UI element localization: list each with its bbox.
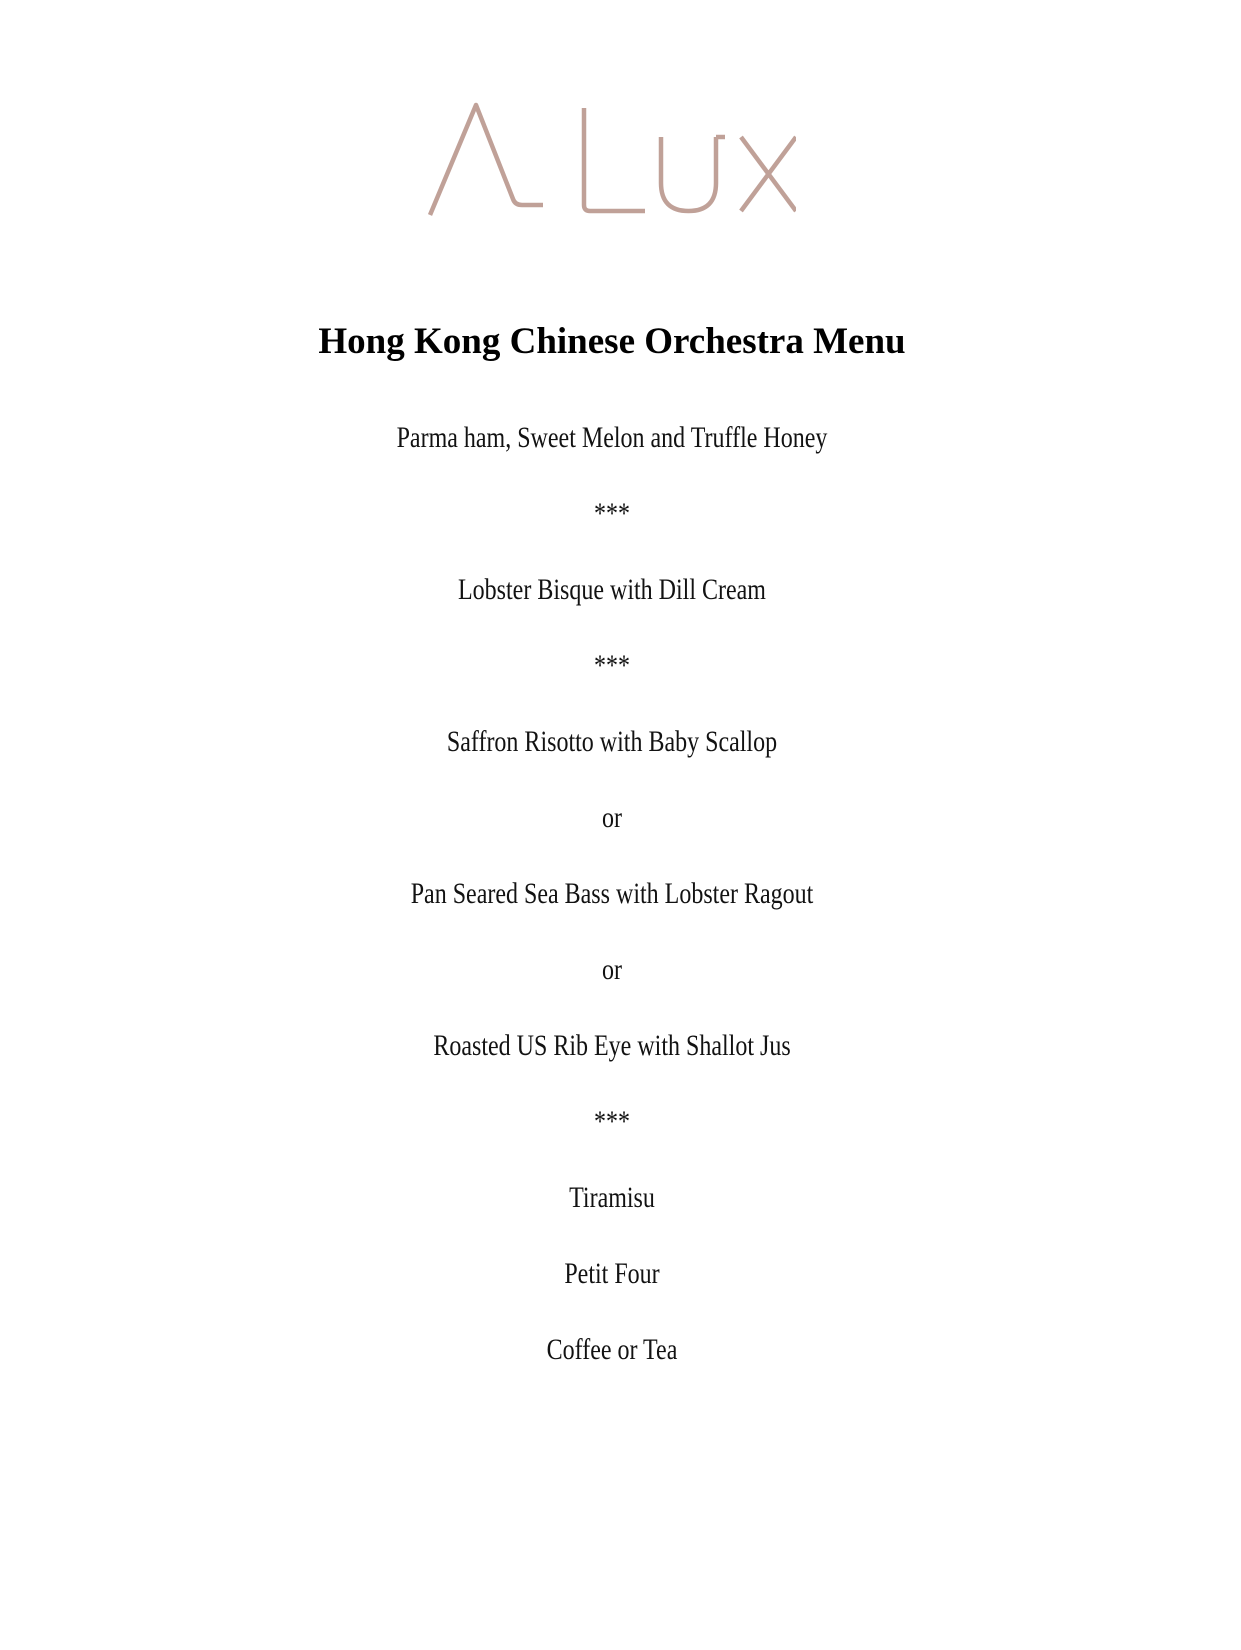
menu-list xyxy=(0,400,1224,1388)
menu-item: Pan Seared Sea Bass with Lobster Ragout xyxy=(410,877,814,910)
course-separator: *** xyxy=(594,1105,630,1138)
course-separator: *** xyxy=(594,649,630,682)
menu-item: Lobster Bisque with Dill Cream xyxy=(458,573,766,606)
menu-item: Roasted US Rib Eye with Shallot Jus xyxy=(433,1029,791,1062)
a-lux-logo-strokes xyxy=(430,105,796,215)
menu-item: Parma ham, Sweet Melon and Truffle Honey xyxy=(396,421,828,454)
or-divider: or xyxy=(602,801,622,834)
menu-item: Coffee or Tea xyxy=(546,1333,678,1366)
menu-item: Saffron Risotto with Baby Scallop xyxy=(446,725,778,758)
course-separator: *** xyxy=(594,497,630,530)
menu-item: Tiramisu xyxy=(569,1181,655,1214)
logo-text xyxy=(612,217,613,218)
or-divider: or xyxy=(602,953,622,986)
page-title: Hong Kong Chinese Orchestra Menu xyxy=(318,321,906,362)
menu-content xyxy=(0,101,1241,1388)
a-lux-logo xyxy=(428,101,796,217)
menu-item: Petit Four xyxy=(564,1257,660,1290)
